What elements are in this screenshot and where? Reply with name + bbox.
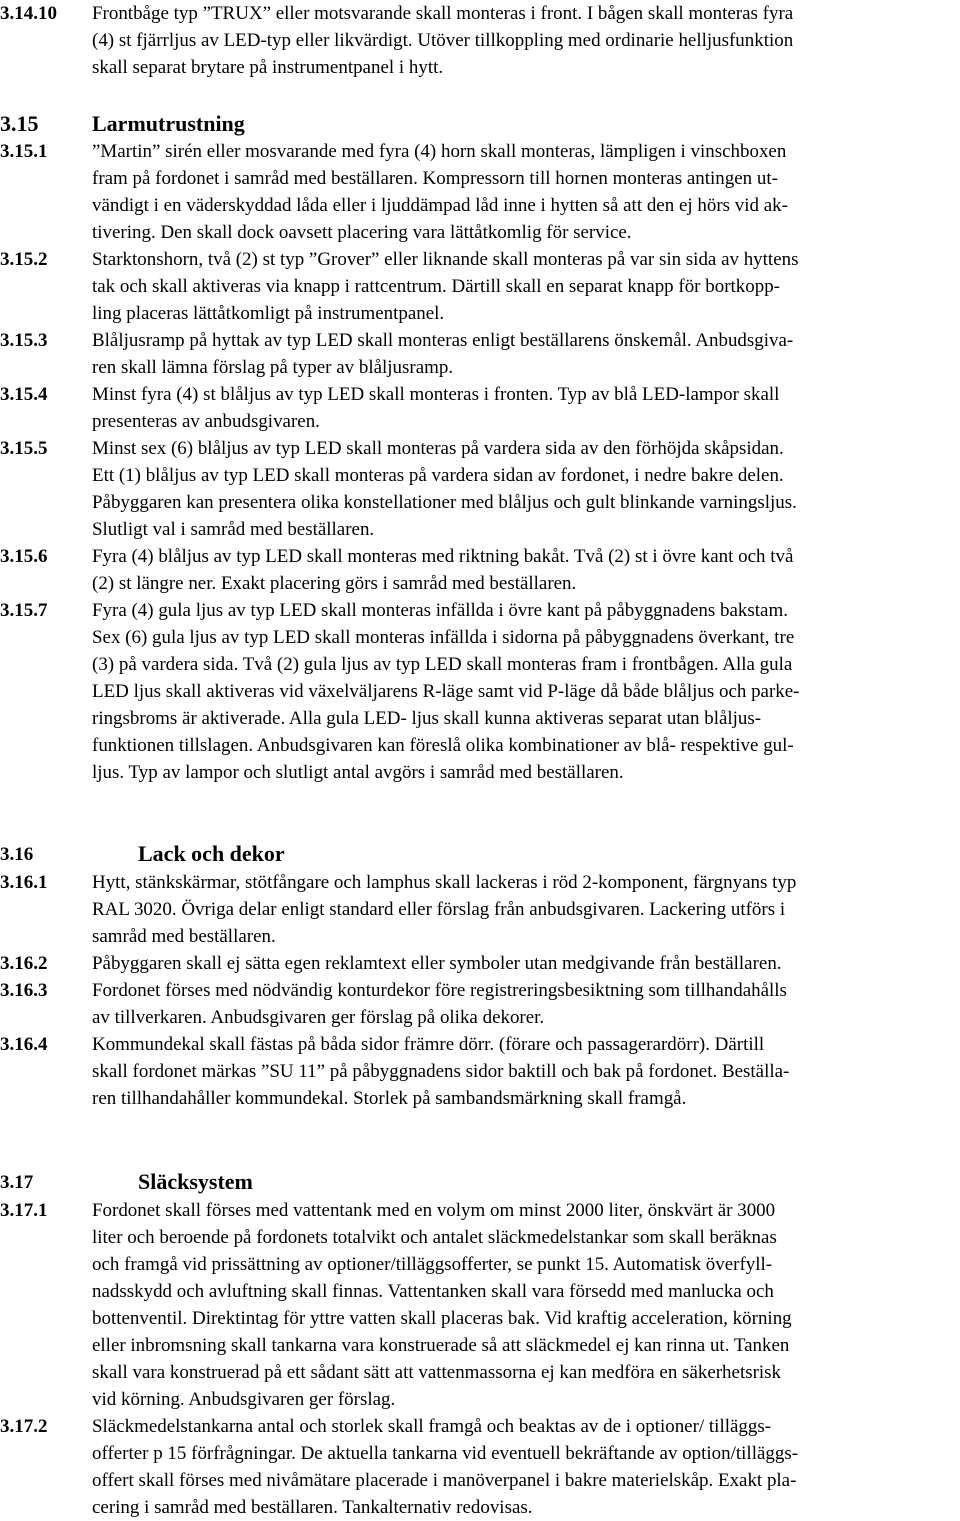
text-line: Frontbåge typ ”TRUX” eller motsvarande skall monteras i front. I bågen skall monteras fyra	[92, 3, 794, 24]
text-line: bottenventil. Direktintag för yttre vatten skall placeras bak. Vid kraftig acceleration, körning	[92, 1308, 792, 1329]
text-line: vid körning. Anbudsgivaren ger förslag.	[92, 1389, 396, 1410]
text-line: och framgå vid prissättning av optioner/tilläggsofferter, se punkt 15. Automatisk överfyll-	[92, 1254, 773, 1275]
section-title: Släcksystem	[138, 1169, 253, 1194]
section-title: Larmutrustning	[92, 111, 245, 136]
text-line: Fordonet skall förses med vattentank med en volym om minst 2000 liter, önskvärt är 3000	[92, 1200, 776, 1221]
clause-text	[92, 435, 958, 543]
clause-text	[92, 1197, 958, 1413]
text-line: av tillverkaren. Anbudsgivaren ger förslag på olika dekorer.	[92, 1007, 545, 1028]
clause-number: 3.16.1	[0, 872, 48, 893]
section-number: 3.15	[0, 111, 39, 136]
clause-number: 3.15.3	[0, 330, 48, 351]
section-heading-3-17	[0, 1168, 253, 1197]
text-line: funktionen tillslagen. Anbudsgivaren kan föreslå olika kombinationer av blå- respektive gul-	[92, 735, 794, 756]
text-line: ren tillhandahåller kommundekal. Storlek på sambandsmärkning skall framgå.	[92, 1088, 687, 1109]
text-line: Ett (1) blåljus av typ LED skall monteras på vardera sidan av fordonet, i nedre bakre delen.	[92, 465, 784, 486]
clause-number: 3.17.1	[0, 1200, 48, 1221]
text-line: eller inbromsning skall tankarna vara konstruerade så att släckmedel ej kan rinna ut. Tanken	[92, 1335, 790, 1356]
text-line: LED ljus skall aktiveras vid växelväljarens R-läge samt vid P-läge då både blåljus och parke-	[92, 681, 800, 702]
text-line: Sex (6) gula ljus av typ LED skall monteras infällda i sidorna på påbyggnadens överkant, tre	[92, 627, 795, 648]
clause-text	[92, 327, 958, 381]
text-line: Slutligt val i samråd med beställaren.	[92, 519, 375, 540]
text-line: offert skall förses med nivåmätare placerade i manöverpanel i bakre materielskåp. Exakt pla-	[92, 1470, 797, 1491]
text-line: skall vara konstruerad på ett sådant sätt att vattenmassorna ej kan medföra en säkerhetsrisk	[92, 1362, 782, 1383]
text-line: fram på fordonet i samråd med beställaren. Kompressorn till hornen monteras antingen ut-	[92, 168, 778, 189]
clause-3-15-2	[0, 246, 958, 327]
clause-3-16-2	[0, 950, 958, 977]
clause-number: 3.17.2	[0, 1416, 48, 1437]
clause-number: 3.15.6	[0, 546, 48, 567]
section-number: 3.17	[0, 1172, 34, 1193]
text-line: Minst fyra (4) st blåljus av typ LED skall monteras i fronten. Typ av blå LED-lampor skall	[92, 384, 780, 405]
text-line: ringsbroms är aktiverade. Alla gula LED- ljus skall kunna aktiveras separat utan blåljus-	[92, 708, 762, 729]
clause-number: 3.15.4	[0, 384, 48, 405]
clause-number: 3.15.2	[0, 249, 48, 270]
clause-number: 3.14.10	[0, 3, 57, 24]
clause-3-14-10	[0, 0, 958, 81]
section-title: Lack och dekor	[138, 841, 285, 866]
section-heading-3-16	[0, 840, 285, 869]
section-heading-3-15	[0, 110, 245, 137]
clause-3-15-5	[0, 435, 958, 543]
text-line: nadsskydd och avluftning skall finnas. Vattentanken skall vara försedd med manlucka och	[92, 1281, 774, 1302]
text-line: Minst sex (6) blåljus av typ LED skall monteras på vardera sida av den förhöjda skåpsidan.	[92, 438, 784, 459]
clause-text	[92, 543, 958, 597]
clause-3-15-7	[0, 597, 958, 786]
clause-text	[92, 950, 958, 977]
clause-text	[92, 1031, 958, 1112]
clause-text	[92, 246, 958, 327]
text-line: tivering. Den skall dock oavsett placering vara lättåtkomlig för service.	[92, 222, 632, 243]
text-line: offerter p 15 förfrågningar. De aktuella tankarna vid eventuell bekräftande av option/tilläggs-	[92, 1443, 799, 1464]
clause-number: 3.16.3	[0, 980, 48, 1001]
text-line: cering i samråd med beställaren. Tankalternativ redovisas.	[92, 1497, 533, 1518]
clause-text	[92, 869, 958, 950]
text-line: (4) st fjärrljus av LED-typ eller likvärdigt. Utöver tillkoppling med ordinarie helljusfunktion	[92, 30, 794, 51]
text-line: (2) st längre ner. Exakt placering görs i samråd med beställaren.	[92, 573, 577, 594]
clause-number: 3.15.1	[0, 141, 48, 162]
text-line: (3) på vardera sida. Två (2) gula ljus av typ LED skall monteras fram i frontbågen. Alla gula	[92, 654, 793, 675]
clause-3-17-1	[0, 1197, 958, 1413]
text-line: presenteras av anbudsgivaren.	[92, 411, 320, 432]
text-line: ling placeras lättåtkomligt på instrumentpanel.	[92, 303, 445, 324]
clause-3-15-6	[0, 543, 958, 597]
text-line: liter och beroende på fordonets totalvikt och antalet släckmedelstankar som skall beräknas	[92, 1227, 777, 1248]
clause-3-17-2	[0, 1413, 958, 1521]
text-line: skall separat brytare på instrumentpanel i hytt.	[92, 57, 444, 78]
text-line: Påbyggaren kan presentera olika konstellationer med blåljus och gult blinkande varningsljus.	[92, 492, 797, 513]
clause-number: 3.16.4	[0, 1034, 48, 1055]
text-line: samråd med beställaren.	[92, 926, 276, 947]
clause-3-16-1	[0, 869, 958, 950]
clause-number: 3.15.5	[0, 438, 48, 459]
text-line: vändigt i en väderskyddad låda eller i ljuddämpad låd inne i hytten så att den ej hörs vid ak-	[92, 195, 788, 216]
text-line: ljus. Typ av lampor och slutligt antal avgörs i samråd med beställaren.	[92, 762, 624, 783]
clause-number: 3.15.7	[0, 600, 48, 621]
clause-number: 3.16.2	[0, 953, 48, 974]
clause-3-15-4	[0, 381, 958, 435]
clause-text	[92, 1413, 958, 1521]
text-line: Fordonet förses med nödvändig konturdekor före registreringsbesiktning som tillhandahålls	[92, 980, 787, 1001]
text-line: Fyra (4) blåljus av typ LED skall monteras med riktning bakåt. Två (2) st i övre kant och två	[92, 546, 794, 567]
text-line: Blåljusramp på hyttak av typ LED skall monteras enligt beställarens önskemål. Anbudsgiva-	[92, 330, 794, 351]
text-line: ”Martin” sirén eller mosvarande med fyra (4) horn skall monteras, lämpligen i vinschboxen	[92, 141, 787, 162]
text-line: Starktonshorn, två (2) st typ ”Grover” eller liknande skall monteras på var sin sida av hyttens	[92, 249, 799, 270]
text-line: RAL 3020. Övriga delar enligt standard eller förslag från anbudsgivaren. Lackering utförs i	[92, 899, 786, 920]
clause-text	[92, 977, 958, 1031]
clause-3-15-1	[0, 138, 958, 246]
text-line: tak och skall aktiveras via knapp i rattcentrum. Därtill skall en separat knapp för bortkopp-	[92, 276, 781, 297]
text-line: Kommundekal skall fästas på båda sidor främre dörr. (förare och passagerardörr). Därtill	[92, 1034, 765, 1055]
clause-text	[92, 0, 958, 81]
clause-3-16-4	[0, 1031, 958, 1112]
clause-text	[92, 138, 958, 246]
text-line: Hytt, stänkskärmar, stötfångare och lamphus skall lackeras i röd 2-komponent, färgnyans typ	[92, 872, 797, 893]
text-line: Släckmedelstankarna antal och storlek skall framgå och beaktas av de i optioner/ tilläggs-	[92, 1416, 772, 1437]
clause-3-15-3	[0, 327, 958, 381]
clause-text	[92, 381, 958, 435]
clause-3-16-3	[0, 977, 958, 1031]
text-line: Fyra (4) gula ljus av typ LED skall monteras infällda i övre kant på påbyggnadens bakstam.	[92, 600, 788, 621]
text-line: Påbyggaren skall ej sätta egen reklamtext eller symboler utan medgivande från beställaren.	[92, 953, 782, 974]
clause-text	[92, 597, 958, 786]
section-number: 3.16	[0, 844, 34, 865]
text-line: skall fordonet märkas ”SU 11” på påbyggnadens sidor baktill och bak på fordonet. Beställa-	[92, 1061, 790, 1082]
text-line: ren skall lämna förslag på typer av blåljusramp.	[92, 357, 454, 378]
